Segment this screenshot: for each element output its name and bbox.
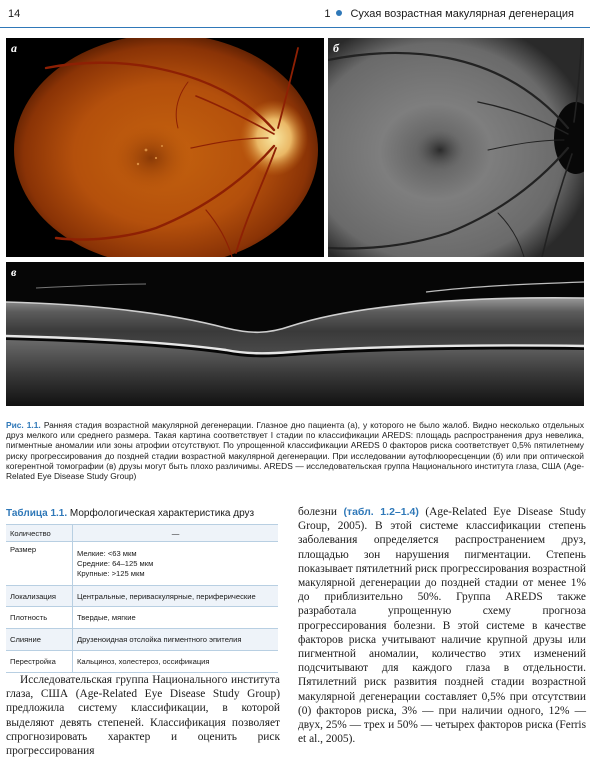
- table-row: [6, 651, 278, 673]
- drusen-morphology-table: [6, 524, 278, 673]
- figure-caption: [6, 420, 584, 481]
- table-cell-name: Плотность: [6, 607, 73, 629]
- oct-scan-panel: [6, 262, 584, 406]
- table-label: Таблица 1.1.: [6, 508, 68, 519]
- bullet-dot-icon: [336, 10, 342, 16]
- panel-label-c: в: [11, 265, 17, 279]
- caption-text: Ранняя стадия возрастной макулярной дегенерации. Глазное дно пациента (а), у которого не было жалоб. Видно несколько отдельных друз мелкого или среднего размера. Такая картина соответствует I стадии по классификации AREDS: площадь распространения друз невелика, пигментные аномалии или зоны атрофии отсутствуют. По упрощенной классификации AREDS 0 факторов риска соответствует 0,5% пятилетнему риску прогрессирования до поздней стадии возрастной макулярной дегенерации. При исследовании аутофлюоресценции (б) или при оптической когерентной томографии (в) друзы могут быть плохо различимы. AREDS — исследовательская группа Национального института глаза, США (Age-Related Eye Disease Study Group): [6, 420, 585, 482]
- autofluorescence-image: [328, 38, 584, 257]
- table-cell-name: Количество: [6, 525, 73, 542]
- body-right-start: болезни: [298, 506, 337, 518]
- table-cell-value: Твердые, мягкие: [73, 607, 279, 629]
- header-rule: [0, 27, 590, 28]
- chapter-heading: [324, 8, 574, 20]
- table-cross-reference-link[interactable]: (табл. 1.2–1.4): [343, 506, 419, 518]
- body-paragraph-left: Исследовательская группа Национального института глаза, США (Age-Related Eye Disease Study Group) предложила систему классификации, в которой выделяют девять степеней. Классификация позволяет спрогнозировать характер и оценить риск прогрессирования: [6, 674, 280, 758]
- table-row: [6, 607, 278, 629]
- table-title-text: Морфологическая характеристика друз: [69, 508, 255, 519]
- table-row: [6, 525, 278, 542]
- body-right-text: (Age-Related Eye Disease Study Group, 2005). В этой системе классификации степень заболевания определяется распространением друз, площадью зон нарушения пигментации. Степень показывает пятилетний риск прогрессирования возрастной макулярной дегенерации до поздней стадии от менее 1% до приблизительно 50%. Группа AREDS также разработала упрощенную схему прогноза прогрессирования болезни. В этой системе в качестве факторов риска учитывают наличие крупной друзы или пигментной аномалии, количество этих изменений подсчитывают для каждого глаза в отдельности. Пятилетний риск развития поздней стадии возрастной макулярной дегенерации составляет 0,5% при отсутствии (0) факторов риска, 3% — при наличии одного, 12% — двух, 25% — трех и 50% — четырех факторов риска (Ferris et al., 2005).: [298, 506, 587, 746]
- size-large: Крупные: >125 мкм: [77, 568, 145, 578]
- page-number: 14: [8, 8, 21, 20]
- table-cell-value: Кальциноз, холестероз, оссификация: [73, 651, 279, 673]
- table-row: [6, 586, 278, 607]
- table-cell-name: Размер: [6, 542, 73, 586]
- caption-label: Рис. 1.1.: [6, 420, 41, 430]
- panel-label-a: а: [11, 41, 17, 55]
- table-row: [6, 542, 278, 586]
- table-cell-value: [73, 542, 279, 586]
- oct-scan-image: [6, 262, 584, 406]
- table-cell-name: Локализация: [6, 586, 73, 607]
- fundus-photo-panel: [6, 38, 324, 257]
- chapter-title: Сухая возрастная макулярная дегенерация: [350, 8, 574, 20]
- size-medium: Средние: 64–125 мкм: [77, 558, 154, 568]
- chapter-number: 1: [324, 8, 331, 20]
- table-cell-name: Перестройка: [6, 651, 73, 673]
- table-cell-value: —: [73, 525, 279, 542]
- table-cell-value: Друзеноидная отслойка пигментного эпителия: [73, 629, 279, 651]
- table-cell-name: Слияние: [6, 629, 73, 651]
- table-cell-value: Центральные, перивaскулярные, периферические: [73, 586, 279, 607]
- body-paragraph-right: [298, 505, 586, 746]
- running-head: [0, 0, 590, 28]
- fundus-photo-image: [6, 38, 324, 257]
- panel-label-b: б: [333, 41, 339, 55]
- autofluorescence-panel: [328, 38, 584, 257]
- size-small: Мелкие: <63 мкм: [77, 548, 137, 558]
- table-title: [6, 508, 254, 519]
- table-row: [6, 629, 278, 651]
